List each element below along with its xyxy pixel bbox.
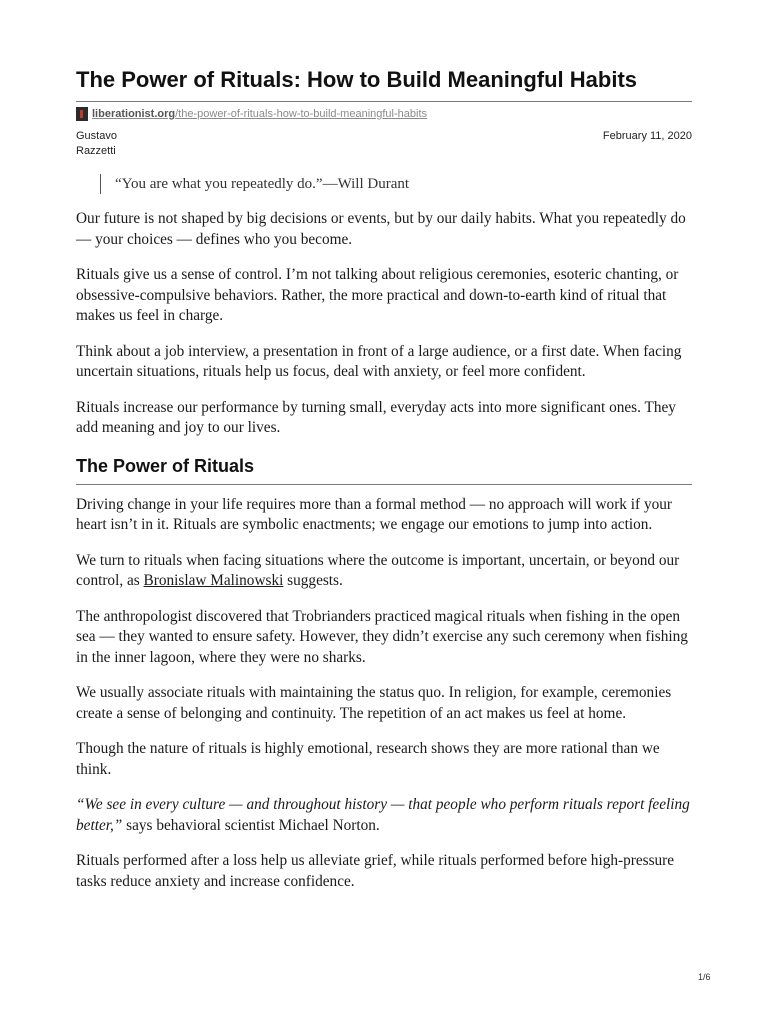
site-favicon-icon — [76, 107, 88, 121]
section-divider — [76, 484, 692, 485]
source-url-link[interactable] — [92, 108, 427, 120]
epigraph-quote: “You are what you repeatedly do.”—Will Durant — [100, 174, 409, 194]
malinowski-link[interactable]: Bronislaw Malinowski — [143, 572, 284, 589]
author-last-name: Razzetti — [76, 145, 116, 157]
paragraph: Think about a job interview, a presentation in front of a large audience, or a first date. When facing uncertain situations, rituals help us focus, deal with anxiety, or feel more confident. — [76, 342, 682, 380]
section-heading: The Power of Rituals — [76, 455, 255, 476]
paragraph-text: We turn to rituals when facing situations where the outcome is important, uncertain, or beyond our control, as — [76, 551, 680, 589]
paragraph: Rituals give us a sense of control. I’m not talking about religious ceremonies, esoteric chanting, or obsessive-compulsive behaviors. Rather, the more practical and down-to-earth kind of ritual that makes us feel in charge. — [76, 266, 679, 324]
paragraph: Our future is not shaped by big decisions or events, but by our daily habits. What you repeatedly do — your choices — defines who you become. — [76, 210, 686, 248]
source-domain: liberationist.org — [92, 108, 176, 120]
paragraph-text: suggests. — [283, 572, 343, 589]
paragraph: We usually associate rituals with maintaining the status quo. In religion, for example, ceremonies create a sense of belonging and continuity. The repetition of an act makes us feel at home. — [76, 684, 672, 722]
page-number: 1/6 — [698, 972, 711, 982]
paragraph-with-link — [76, 551, 692, 592]
paragraph: Driving change in your life requires more than a formal method — no approach will work if your heart isn’t in it. Rituals are symbolic enactments; we engage our emotions to jump into action. — [76, 495, 672, 533]
source-path: /the-power-of-rituals-how-to-build-meaningful-habits — [175, 108, 428, 120]
paragraph: The anthropologist discovered that Trobrianders practiced magical rituals when fishing in the open sea — they wanted to ensure safety. However, they didn’t exercise any such ceremony when fishing in the inner lagoon, where they were no sharks. — [76, 607, 688, 666]
paragraph: Rituals performed after a loss help us alleviate grief, while rituals performed before high-pressure tasks reduce anxiety and increase confidence. — [76, 852, 675, 890]
title-divider — [76, 101, 692, 102]
paragraph: Though the nature of rituals is highly emotional, research shows they are more rational than we think. — [76, 740, 660, 778]
author-name — [76, 129, 156, 159]
paragraph-text: says behavioral scientist Michael Norton. — [122, 816, 380, 834]
paragraph-with-quote — [76, 795, 692, 836]
article-body — [76, 209, 692, 907]
author-first-name: Gustavo — [76, 130, 117, 142]
paragraph: Rituals increase our performance by turning small, everyday acts into more significant ones. They add meaning and joy to our lives. — [76, 398, 676, 436]
source-link-row — [76, 106, 427, 122]
publish-date: February 11, 2020 — [602, 130, 692, 142]
norton-quote: “We see in every culture — and throughout history — that people who perform rituals report feeling better,” — [76, 796, 690, 834]
article-title: The Power of Rituals: How to Build Meaningful Habits — [76, 67, 637, 92]
